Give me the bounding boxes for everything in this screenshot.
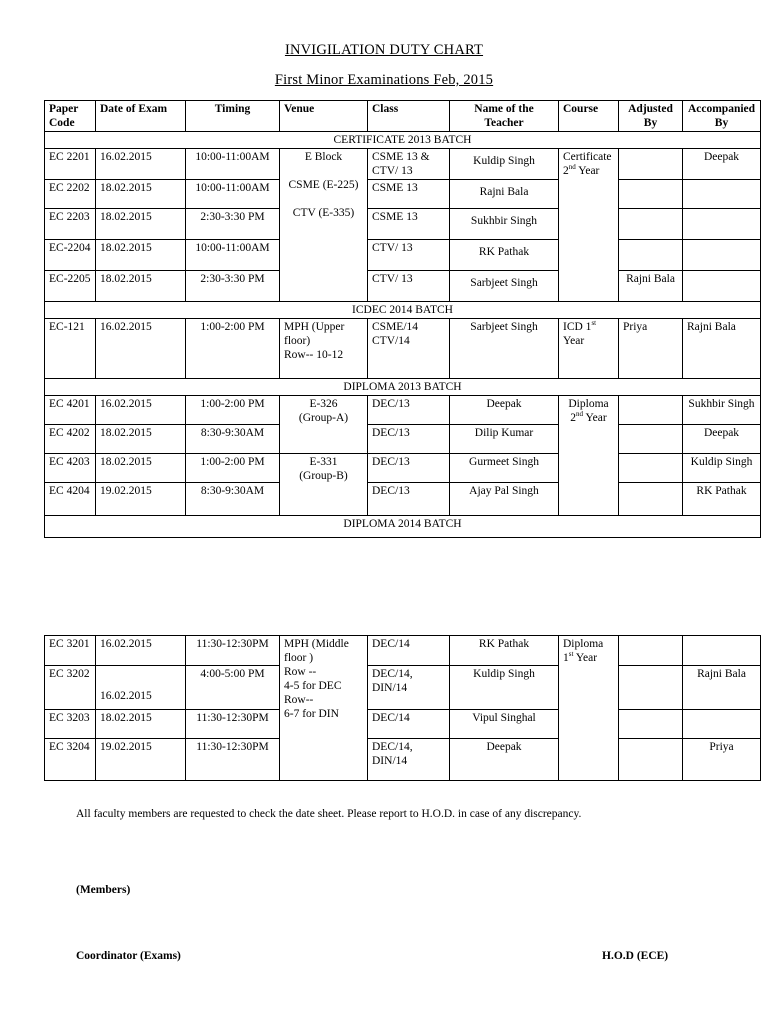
teacher-name: Kuldip Singh	[450, 666, 559, 710]
table-row	[45, 483, 761, 516]
accompanied-by: Kuldip Singh	[683, 454, 761, 483]
venue-group-b: E-331 (Group-B)	[280, 454, 368, 516]
adjusted-by	[619, 180, 683, 209]
course-num: 2	[570, 412, 577, 424]
accompanied-by: Deepak	[683, 149, 761, 180]
teacher-name-text: Sukhbir Singh	[470, 215, 538, 227]
hod-label: H.O.D (ECE)	[602, 950, 669, 962]
exam-class: CSME 13	[368, 209, 450, 240]
paper-code: EC 2203	[45, 209, 96, 240]
section-certificate-2013: CERTIFICATE 2013 BATCH	[45, 132, 761, 149]
header-row	[45, 101, 761, 132]
exam-date: 19.02.2015	[96, 483, 186, 516]
exam-date: 16.02.2015	[96, 666, 186, 710]
exam-class: DEC/13	[368, 425, 450, 454]
paper-code: EC 4204	[45, 483, 96, 516]
members-label: (Members)	[76, 884, 131, 896]
exam-class: DEC/13	[368, 454, 450, 483]
exam-class: DEC/14	[368, 636, 450, 666]
table-row	[45, 209, 761, 240]
accompanied-by: Deepak	[683, 425, 761, 454]
header-venue: Venue	[280, 101, 368, 132]
exam-timing: 2:30-3:30 PM	[186, 271, 280, 302]
venue-icdec: MPH (Upper floor) Row-- 10-12	[280, 319, 368, 379]
adjusted-by	[619, 454, 683, 483]
exam-date: 18.02.2015	[96, 710, 186, 739]
exam-date: 19.02.2015	[96, 739, 186, 781]
paper-code: EC 4203	[45, 454, 96, 483]
teacher-name: Vipul Singhal	[450, 710, 559, 739]
teacher-name-text: Kuldip Singh	[473, 155, 535, 167]
header-timing: Timing	[186, 101, 280, 132]
teacher-name: Deepak	[450, 739, 559, 781]
course-main: Diploma	[563, 638, 604, 650]
duty-table-continued	[44, 635, 761, 781]
accompanied-by	[683, 180, 761, 209]
exam-date: 16.02.2015	[96, 149, 186, 180]
page-subtitle: First Minor Examinations Feb, 2015	[274, 72, 494, 88]
venue-certificate: E Block CSME (E-225) CTV (E-335)	[280, 149, 368, 302]
section-diploma-2013: DIPLOMA 2013 BATCH	[45, 379, 761, 396]
teacher-name-text: Rajni Bala	[479, 186, 529, 198]
header-adjusted: Adjusted By	[619, 101, 683, 132]
course-sup: st	[591, 319, 597, 328]
exam-class: CTV/ 13	[368, 240, 450, 271]
table-row	[45, 425, 761, 454]
teacher-name	[450, 240, 559, 271]
course-diploma-2013	[559, 396, 619, 516]
paper-code: EC 3203	[45, 710, 96, 739]
exam-class: CSME 13	[368, 180, 450, 209]
table-row	[45, 240, 761, 271]
accompanied-by	[683, 271, 761, 302]
table-row	[45, 666, 761, 710]
course-tail: Year	[583, 412, 607, 424]
adjusted-by	[619, 666, 683, 710]
course-tail: Year	[575, 165, 600, 177]
footer-note: All faculty members are requested to check the date sheet. Please report to H.O.D. in case of any discrepancy.	[76, 808, 582, 820]
accompanied-by	[683, 240, 761, 271]
paper-code: EC 2201	[45, 149, 96, 180]
teacher-name	[450, 180, 559, 209]
course-tail: Year	[573, 652, 598, 664]
course-main: ICD 1	[563, 321, 592, 333]
course-sup: nd	[568, 163, 576, 172]
teacher-name-text: RK Pathak	[478, 246, 530, 258]
header-teacher: Name of the Teacher	[450, 101, 559, 132]
adjusted-by	[619, 425, 683, 454]
adjusted-by	[619, 636, 683, 666]
adjusted-by	[619, 710, 683, 739]
course-num: 2	[563, 165, 569, 177]
page-title: INVIGILATION DUTY CHART	[284, 42, 484, 58]
duty-table	[44, 100, 761, 538]
paper-code: EC 2202	[45, 180, 96, 209]
header-course: Course	[559, 101, 619, 132]
teacher-name: Dilip Kumar	[450, 425, 559, 454]
header-paper-code: Paper Code	[45, 101, 96, 132]
exam-date: 18.02.2015	[96, 454, 186, 483]
accompanied-by	[683, 710, 761, 739]
adjusted-by	[619, 209, 683, 240]
exam-date: 16.02.2015	[96, 319, 186, 379]
paper-code: EC-2205	[45, 271, 96, 302]
accompanied-by: Priya	[683, 739, 761, 781]
exam-timing: 10:00-11:00AM	[186, 149, 280, 180]
teacher-name: Deepak	[450, 396, 559, 425]
exam-date: 18.02.2015	[96, 209, 186, 240]
adjusted-by: Rajni Bala	[619, 271, 683, 302]
exam-timing: 11:30-12:30PM	[186, 710, 280, 739]
accompanied-by: Rajni Bala	[683, 666, 761, 710]
course-sup: nd	[576, 410, 584, 419]
accompanied-by: Rajni Bala	[683, 319, 761, 379]
course-diploma-2014	[559, 636, 619, 781]
venue-group-a: E-326 (Group-A)	[280, 396, 368, 454]
exam-timing: 10:00-11:00AM	[186, 240, 280, 271]
course-tail: Year	[563, 335, 585, 347]
exam-timing: 10:00-11:00AM	[186, 180, 280, 209]
exam-date: 18.02.2015	[96, 425, 186, 454]
table-row	[45, 271, 761, 302]
adjusted-by	[619, 739, 683, 781]
table-row	[45, 180, 761, 209]
exam-class: DEC/14	[368, 710, 450, 739]
section-diploma-2014: DIPLOMA 2014 BATCH	[45, 516, 761, 538]
exam-timing: 1:00-2:00 PM	[186, 454, 280, 483]
venue-diploma-2014: MPH (Middle floor ) Row -- 4-5 for DEC Row-- 6-7 for DIN	[280, 636, 368, 781]
exam-class: DEC/13	[368, 396, 450, 425]
teacher-name: RK Pathak	[450, 636, 559, 666]
exam-timing: 1:00-2:00 PM	[186, 319, 280, 379]
adjusted-by	[619, 240, 683, 271]
coordinator-label: Coordinator (Exams)	[76, 950, 181, 962]
paper-code: EC-121	[45, 319, 96, 379]
table-row	[45, 739, 761, 781]
table-row	[45, 319, 761, 379]
teacher-name: Sarbjeet Singh	[450, 319, 559, 379]
header-class: Class	[368, 101, 450, 132]
course-icdec	[559, 319, 619, 379]
course-sup: st	[568, 650, 574, 659]
exam-class: DEC/13	[368, 483, 450, 516]
exam-class: CSME 13 & CTV/ 13	[368, 149, 450, 180]
teacher-name: Ajay Pal Singh	[450, 483, 559, 516]
section-icdec-2014: ICDEC 2014 BATCH	[45, 302, 761, 319]
table-row	[45, 636, 761, 666]
paper-code: EC 3202	[45, 666, 96, 710]
paper-code: EC-2204	[45, 240, 96, 271]
teacher-name	[450, 271, 559, 302]
teacher-name-text: Sarbjeet Singh	[470, 277, 538, 289]
paper-code: EC 4201	[45, 396, 96, 425]
table-row	[45, 454, 761, 483]
adjusted-by: Priya	[619, 319, 683, 379]
header-accompanied: Accompanied By	[683, 101, 761, 132]
paper-code: EC 3204	[45, 739, 96, 781]
exam-timing: 2:30-3:30 PM	[186, 209, 280, 240]
course-num: 1	[563, 652, 569, 664]
accompanied-by	[683, 209, 761, 240]
course-main: Diploma	[568, 398, 609, 410]
accompanied-by	[683, 636, 761, 666]
course-main: Certificate	[563, 151, 612, 163]
exam-timing: 1:00-2:00 PM	[186, 396, 280, 425]
exam-date: 18.02.2015	[96, 271, 186, 302]
exam-class: CSME/14 CTV/14	[368, 319, 450, 379]
exam-timing: 4:00-5:00 PM	[186, 666, 280, 710]
course-certificate	[559, 149, 619, 302]
exam-class: DEC/14, DIN/14	[368, 666, 450, 710]
exam-date: 18.02.2015	[96, 180, 186, 209]
table-row	[45, 396, 761, 425]
exam-timing: 8:30-9:30AM	[186, 425, 280, 454]
exam-timing: 8:30-9:30AM	[186, 483, 280, 516]
adjusted-by	[619, 396, 683, 425]
exam-date: 16.02.2015	[96, 636, 186, 666]
table-row	[45, 710, 761, 739]
paper-code: EC 3201	[45, 636, 96, 666]
exam-timing: 11:30-12:30PM	[186, 739, 280, 781]
adjusted-by	[619, 483, 683, 516]
accompanied-by: Sukhbir Singh	[683, 396, 761, 425]
exam-class: CTV/ 13	[368, 271, 450, 302]
accompanied-by: RK Pathak	[683, 483, 761, 516]
table-row	[45, 149, 761, 180]
paper-code: EC 4202	[45, 425, 96, 454]
teacher-name	[450, 209, 559, 240]
header-date: Date of Exam	[96, 101, 186, 132]
exam-date: 16.02.2015	[96, 396, 186, 425]
teacher-name	[450, 149, 559, 180]
adjusted-by	[619, 149, 683, 180]
exam-timing: 11:30-12:30PM	[186, 636, 280, 666]
teacher-name: Gurmeet Singh	[450, 454, 559, 483]
exam-date: 18.02.2015	[96, 240, 186, 271]
exam-class: DEC/14, DIN/14	[368, 739, 450, 781]
